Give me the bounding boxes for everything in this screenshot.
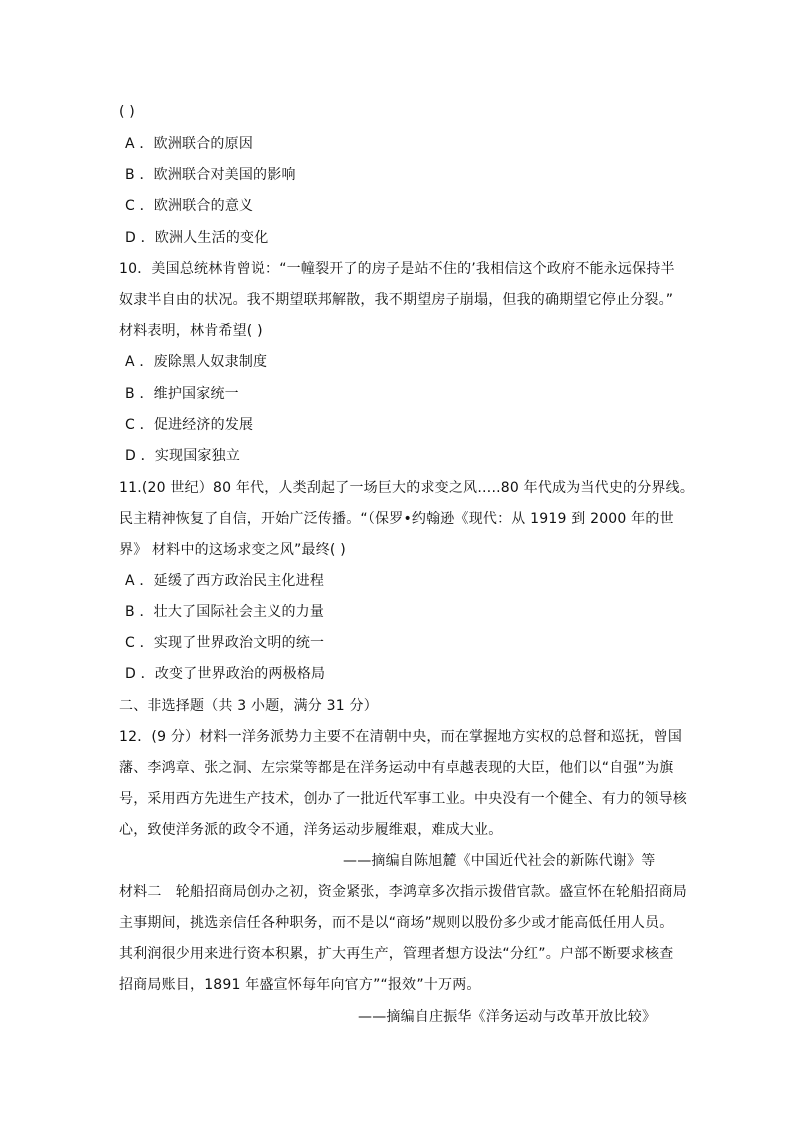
q11-stem-line-1: 11.(20 世纪）80 年代，人类刮起了一场巨大的求变之风…..80 年代成为当代史的分界线。	[119, 480, 695, 496]
q12-material2-line-4: 招商局账目，1891 年盛宣怀每年向官方”“报效”十万两。	[119, 977, 481, 993]
q12-material1-line-1: 12．(9 分）材料一洋务派势力主要不在清朝中央，而在掌握地方实权的总督和巡抚，曾国	[119, 729, 683, 745]
q12-material2-line-2: 主事期间，挑选亲信任各种职务，而不是以“商场”规则以股份多少或才能高低任用人员。	[119, 915, 674, 931]
q9-option-b: B ．欧洲联合对美国的影响	[125, 167, 296, 183]
q10-option-d: D ．实现国家独立	[125, 448, 241, 464]
q11-stem-line-2: 民主精神恢复了自信，开始广泛传播。“（保罗•约翰逊《现代：从 1919 到 2000 年的世	[119, 511, 674, 527]
q11-stem-line-3: 界》 材料中的这场求变之风”最终( )	[119, 542, 346, 558]
q10-option-c: C ．促进经济的发展	[125, 417, 254, 433]
q10-stem-line-3: 材料表明，林肯希望( )	[119, 323, 263, 339]
q11-option-d: D ．改变了世界政治的两极格局	[125, 666, 326, 682]
q11-option-c: C ．实现了世界政治文明的统一	[125, 635, 325, 651]
q10-stem-line-1: 10．美国总统林肯曾说：“一幢裂开了的房子是站不住的’我相信这个政府不能永远保持半	[119, 261, 675, 277]
q10-stem-line-2: 奴隶半自由的状况。我不期望联邦解散，我不期望房子崩塌，但我的确期望它停止分裂。”	[119, 292, 674, 308]
q10-option-b: B ．维护国家统一	[125, 386, 239, 402]
q9-option-c: C ．欧洲联合的意义	[125, 198, 254, 214]
q9-answer-paren: ( )	[119, 104, 135, 120]
q12-source-2: ——摘编自庄振华《洋务运动与改革开放比较》	[358, 1009, 657, 1025]
q12-material2-line-1: 材料二 轮船招商局创办之初，资金紧张，李鸿章多次指示拨借官款。盛宣怀在轮船招商局	[119, 884, 687, 900]
q9-option-d: D ．欧洲人生活的变化	[125, 230, 269, 246]
q10-option-a: A ．废除黑人奴隶制度	[125, 354, 268, 370]
q12-material1-line-2: 藩、李鸿章、张之洞、左宗棠等都是在洋务运动中有卓越表现的大臣，他们以“自强”为旗	[119, 760, 674, 776]
q12-material1-line-3: 号，采用西方先进生产技术，创办了一批近代军事工业。中央没有一个健全、有力的领导核	[119, 791, 687, 807]
q11-option-a: A ．延缓了西方政治民主化进程	[125, 573, 325, 589]
q12-material1-line-4: 心，致使洋务派的政令不通，洋务运动步履维艰，难成大业。	[119, 822, 503, 838]
q9-option-a: A ．欧洲联合的原因	[125, 136, 254, 152]
section-heading: 二、非选择题（共 3 小题，满分 31 分）	[119, 698, 378, 714]
q11-option-b: B ．壮大了国际社会主义的力量	[125, 604, 325, 620]
q12-material2-line-3: 其利润很少用来进行资本积累，扩大再生产，管理者想方设法“分红”。户部不断要求核查	[119, 946, 674, 962]
q12-source-1: ——摘编自陈旭麓《中国近代社会的新陈代谢》等	[343, 853, 656, 869]
